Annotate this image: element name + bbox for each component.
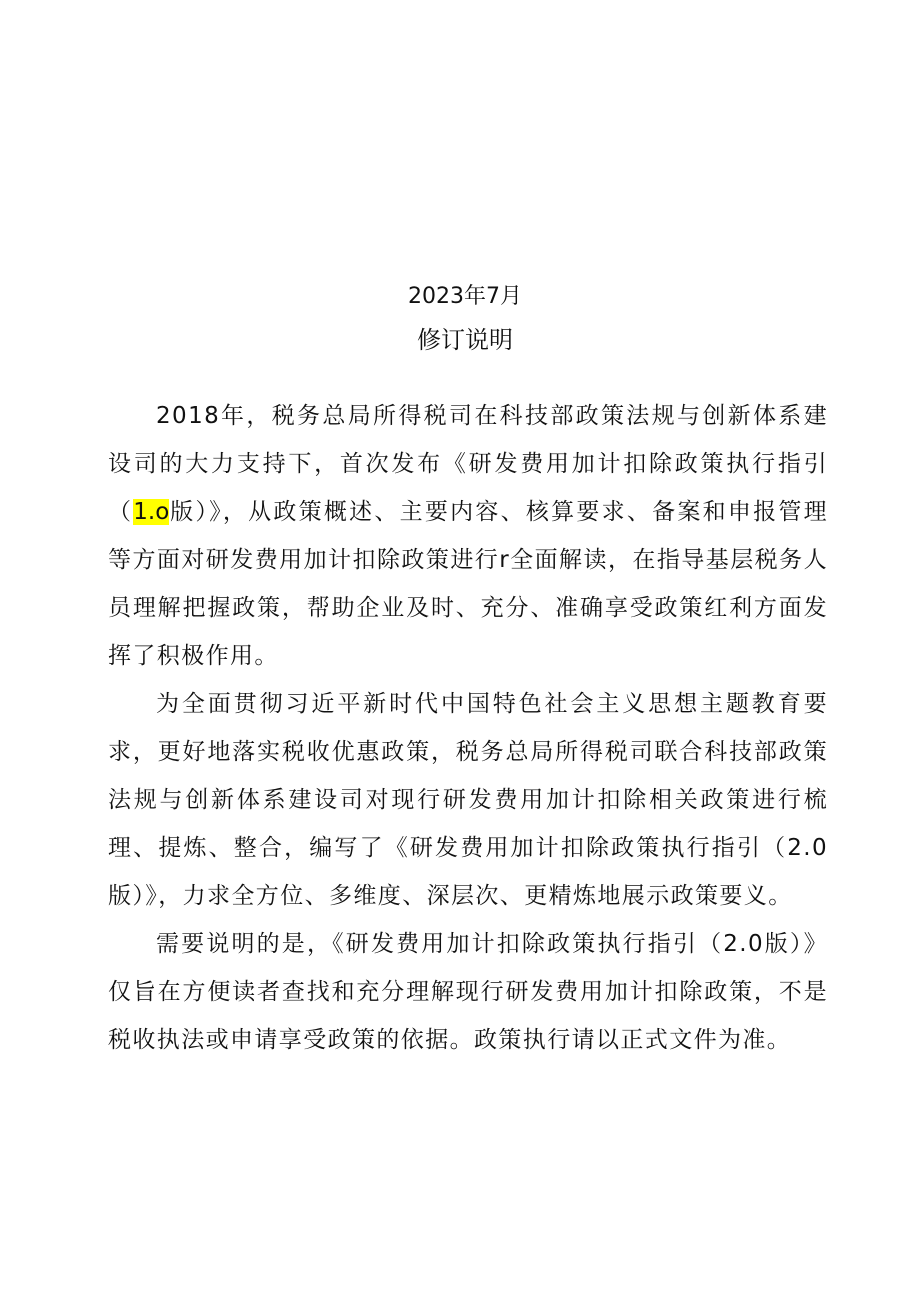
paragraph-3: 需要说明的是，《研发费用加计扣除政策执行指引（2.0版）》仅旨在方便读者查找和充分理解现行研发费用加计扣除政策，不是税收执法或申请享受政策的依据。政策执行请以正式文件为准。 [108,931,828,1053]
page-title: 修订说明 [417,326,513,354]
highlighted-version-text: 1.o [133,499,170,525]
paragraph-1 [108,392,828,680]
paragraph-1-text-start: 2018年，税务总局所得税司在科技部政策法规与创新体系建设司的大力支持下，首次发布《研发费用加计扣除政策执行指引（ [108,403,828,525]
document-date: 2023年7月 [408,284,522,309]
paragraph-2: 为全面贯彻习近平新时代中国特色社会主义思想主题教育要求，更好地落实税收优惠政策，税务总局所得税司联合科技部政策法规与创新体系建设司对现行研发费用加计扣除相关政策进行梳理、提炼、整合，编写了《研发费用加计扣除政策执行指引（2.0版）》，力求全方位、多维度、深层次、更精炼地展示政策要义。 [108,691,828,909]
paragraph-1-text-end: 版）》，从政策概述、主要内容、核算要求、备案和申报管理等方面对研发费用加计扣除政策进行r全面解读，在指导基层税务人员理解把握政策，帮助企业及时、充分、准确享受政策红利方面发挥了积极作用。 [108,499,828,669]
document-body [108,392,828,1064]
